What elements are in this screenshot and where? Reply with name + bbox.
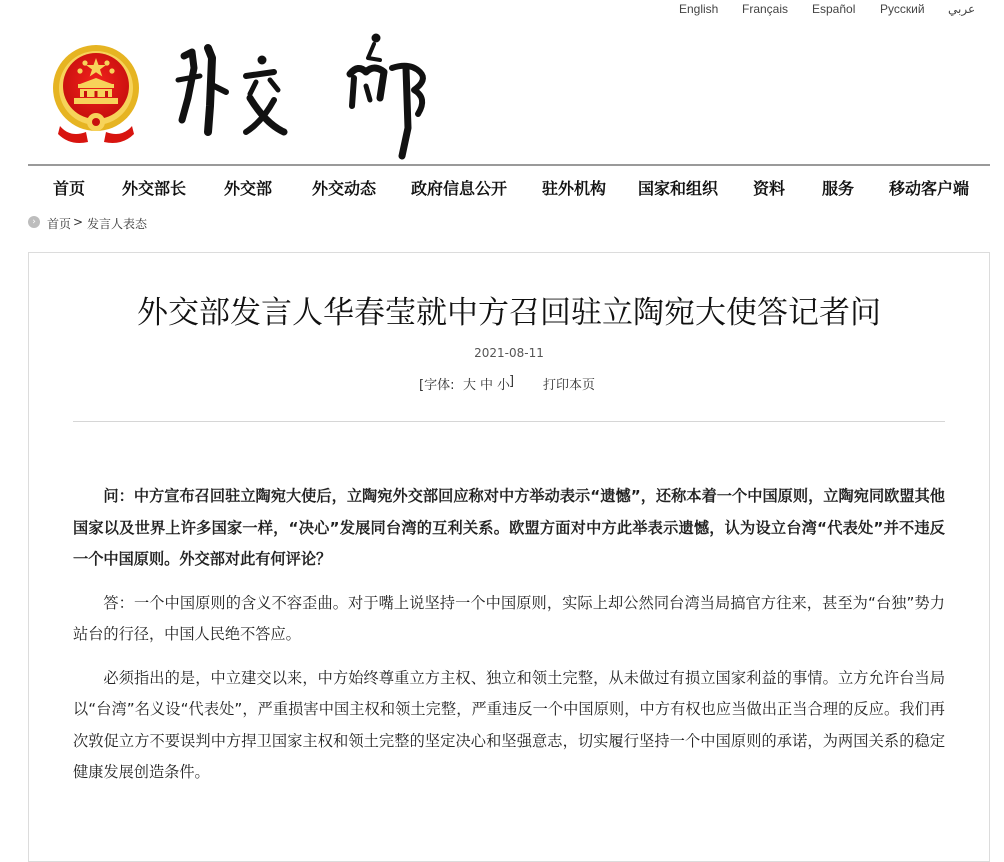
nav-item-mobile[interactable]: 移动客户端 [889,179,970,198]
article-divider [73,421,945,422]
breadcrumb-separator: > [73,215,84,229]
breadcrumb-current-link[interactable]: 发言人表态 [87,217,148,231]
article-paragraph-answer: 答：一个中国原则的含义不容歪曲。对于嘴上说坚持一个中国原则，实际上却公然同台湾当局搞官方往来，甚至为“台独”势力站台的行径，中国人民绝不答应。 [73,593,945,643]
nav-item-services[interactable]: 服务 [822,179,855,198]
print-page-link[interactable]: 打印本页 [543,378,596,393]
article-paragraph: 必须指出的是，中立建交以来，中方始终尊重立方主权、独立和领土完整，从未做过有损立国家利益的事情。立方允许台当局以“台湾”名义设“代表处”，严重损害中国主权和领土完整，严重违反一个中国原则，中方有权也应当做出正当合理的反应。我们再次敦促立方不要误判中方捍卫国家主权和领土完整的坚定决心和坚强意志，切实履行坚持一个中国原则的承诺，为两国关系的稳定健康发展创造条件。 [73,668,945,781]
font-size-large-button[interactable]: 大 [463,378,477,393]
site-header [0,20,1004,160]
nav-item-resources[interactable]: 资料 [753,179,786,198]
location-icon: › [28,216,40,228]
nav-item-diplomatic-news[interactable]: 外交动态 [312,179,377,198]
font-size-small-button[interactable]: 小 [497,378,511,393]
lang-french-link[interactable]: Français [742,2,789,16]
article-paragraph-question: 问：中方宣布召回驻立陶宛大使后，立陶宛外交部回应称对中方举动表示“遗憾”，还称本着一个中国原则，立陶宛同欧盟其他国家以及世界上许多国家一样，“决心”发展同台湾的互利关系。欧盟方面对中方此举表示遗憾，认为设立台湾“代表处”并不违反一个中国原则。外交部对此有何评论？ [73,487,945,568]
lang-english-link[interactable]: English [679,2,719,16]
nav-item-gov-info[interactable]: 政府信息公开 [411,179,508,198]
article-date: 2021-08-11 [474,346,544,360]
nav-item-countries[interactable]: 国家和组织 [638,179,719,198]
nav-item-home[interactable]: 首页 [53,179,86,198]
nav-item-missions[interactable]: 驻外机构 [542,179,607,198]
article-tools [29,374,989,392]
font-size-bracket: ] [509,374,515,389]
nav-item-minister[interactable]: 外交部长 [122,179,187,198]
article-body [73,481,945,801]
article-container [28,252,990,862]
article-title: 外交部发言人华春莹就中方召回驻立陶宛大使答记者问 [137,295,881,331]
breadcrumb-home-link[interactable]: 首页 [47,217,72,231]
font-size-medium-button[interactable]: 中 [480,378,494,393]
nav-item-ministry[interactable]: 外交部 [224,179,273,198]
lang-arabic-link[interactable]: عربي [948,2,976,16]
font-size-label: [字体: [419,378,455,393]
main-nav [28,164,990,210]
national-emblem-icon[interactable] [50,38,142,150]
lang-russian-link[interactable]: Русский [880,2,925,16]
lang-spanish-link[interactable]: Español [812,2,856,16]
language-bar [0,0,1004,20]
site-logo-calligraphy[interactable] [170,28,440,168]
